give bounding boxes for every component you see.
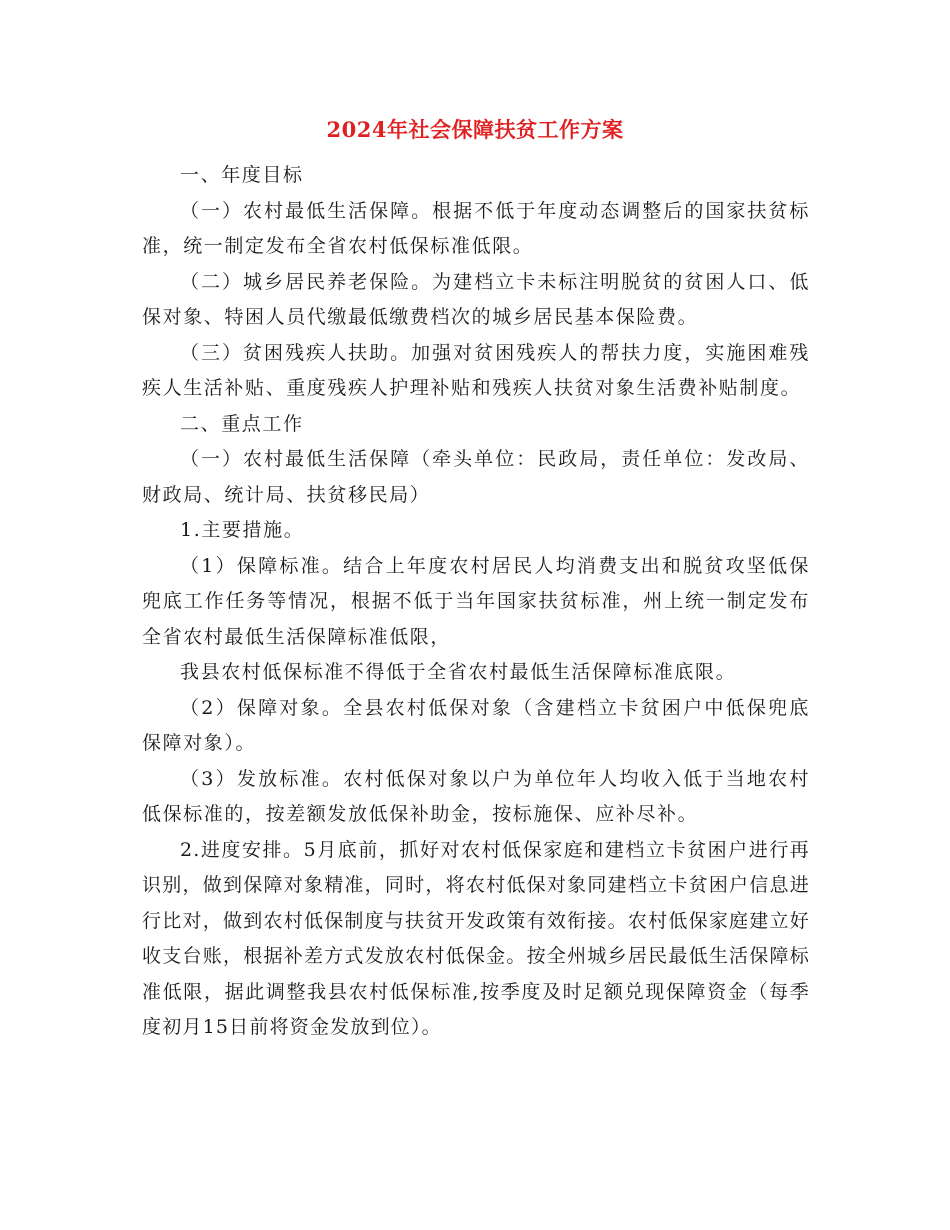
section-heading-annual-goals: 一、年度目标 — [180, 164, 304, 186]
paragraph-lead-units: （一）农村最低生活保障（牵头单位：民政局，责任单位：发改局、财政局、统计局、扶贫移民局） — [142, 448, 810, 506]
paragraph-pension-insurance: （二）城乡居民养老保险。为建档立卡未标注明脱贫的贫困人口、低保对象、特困人员代缴最低缴费档次的城乡居民基本保险费。 — [142, 270, 810, 328]
paragraph-payment-standard: （3）发放标准。农村低保对象以户为单位年人均收入低于当地农村低保标准的，按差额发放低保补助金，按标施保、应补尽补。 — [142, 767, 810, 825]
document-body — [142, 158, 810, 1046]
paragraph-county-standard: 我县农村低保标准不得低于全省农村最低生活保障标准底限。 — [180, 661, 737, 683]
section-heading-key-work: 二、重点工作 — [180, 412, 304, 435]
paragraph-beneficiaries: （2）保障对象。全县农村低保对象（含建档立卡贫困户中低保兜底保障对象）。 — [142, 696, 810, 754]
document-title: 2024年社会保障扶贫工作方案 — [326, 117, 624, 142]
paragraph-rural-minimum-living: （一）农村最低生活保障。根据不低于年度动态调整后的国家扶贫标准，统一制定发布全省农村低保标准低限。 — [142, 199, 810, 257]
subheading-main-measures: 1.主要措施。 — [180, 519, 305, 541]
paragraph-standard: （1）保障标准。结合上年度农村居民人均消费支出和脱贫攻坚低保兜底工作任务等情况，根据不低于当年国家扶贫标准，州上统一制定发布全省农村最低生活保障标准低限， — [142, 554, 810, 648]
paragraph-disabled-assistance: （三）贫困残疾人扶助。加强对贫困残疾人的帮扶力度，实施困难残疾人生活补贴、重度残疾人护理补贴和残疾人扶贫对象生活费补贴制度。 — [142, 341, 810, 399]
paragraph-schedule: 2.进度安排。5月底前，抓好对农村低保家庭和建档立卡贫困户进行再识别，做到保障对象精准，同时，将农村低保对象同建档立卡贫困户信息进行比对，做到农村低保制度与扶贫开发政策有效衔接。农村低保家庭建立好收支台账，根据补差方式发放农村低保金。按全州城乡居民最低生活保障标准低限，据此调整我县农村低保标准,按季度及时足额兑现保障资金（每季度初月15日前将资金发放到位）。 — [142, 838, 810, 1038]
